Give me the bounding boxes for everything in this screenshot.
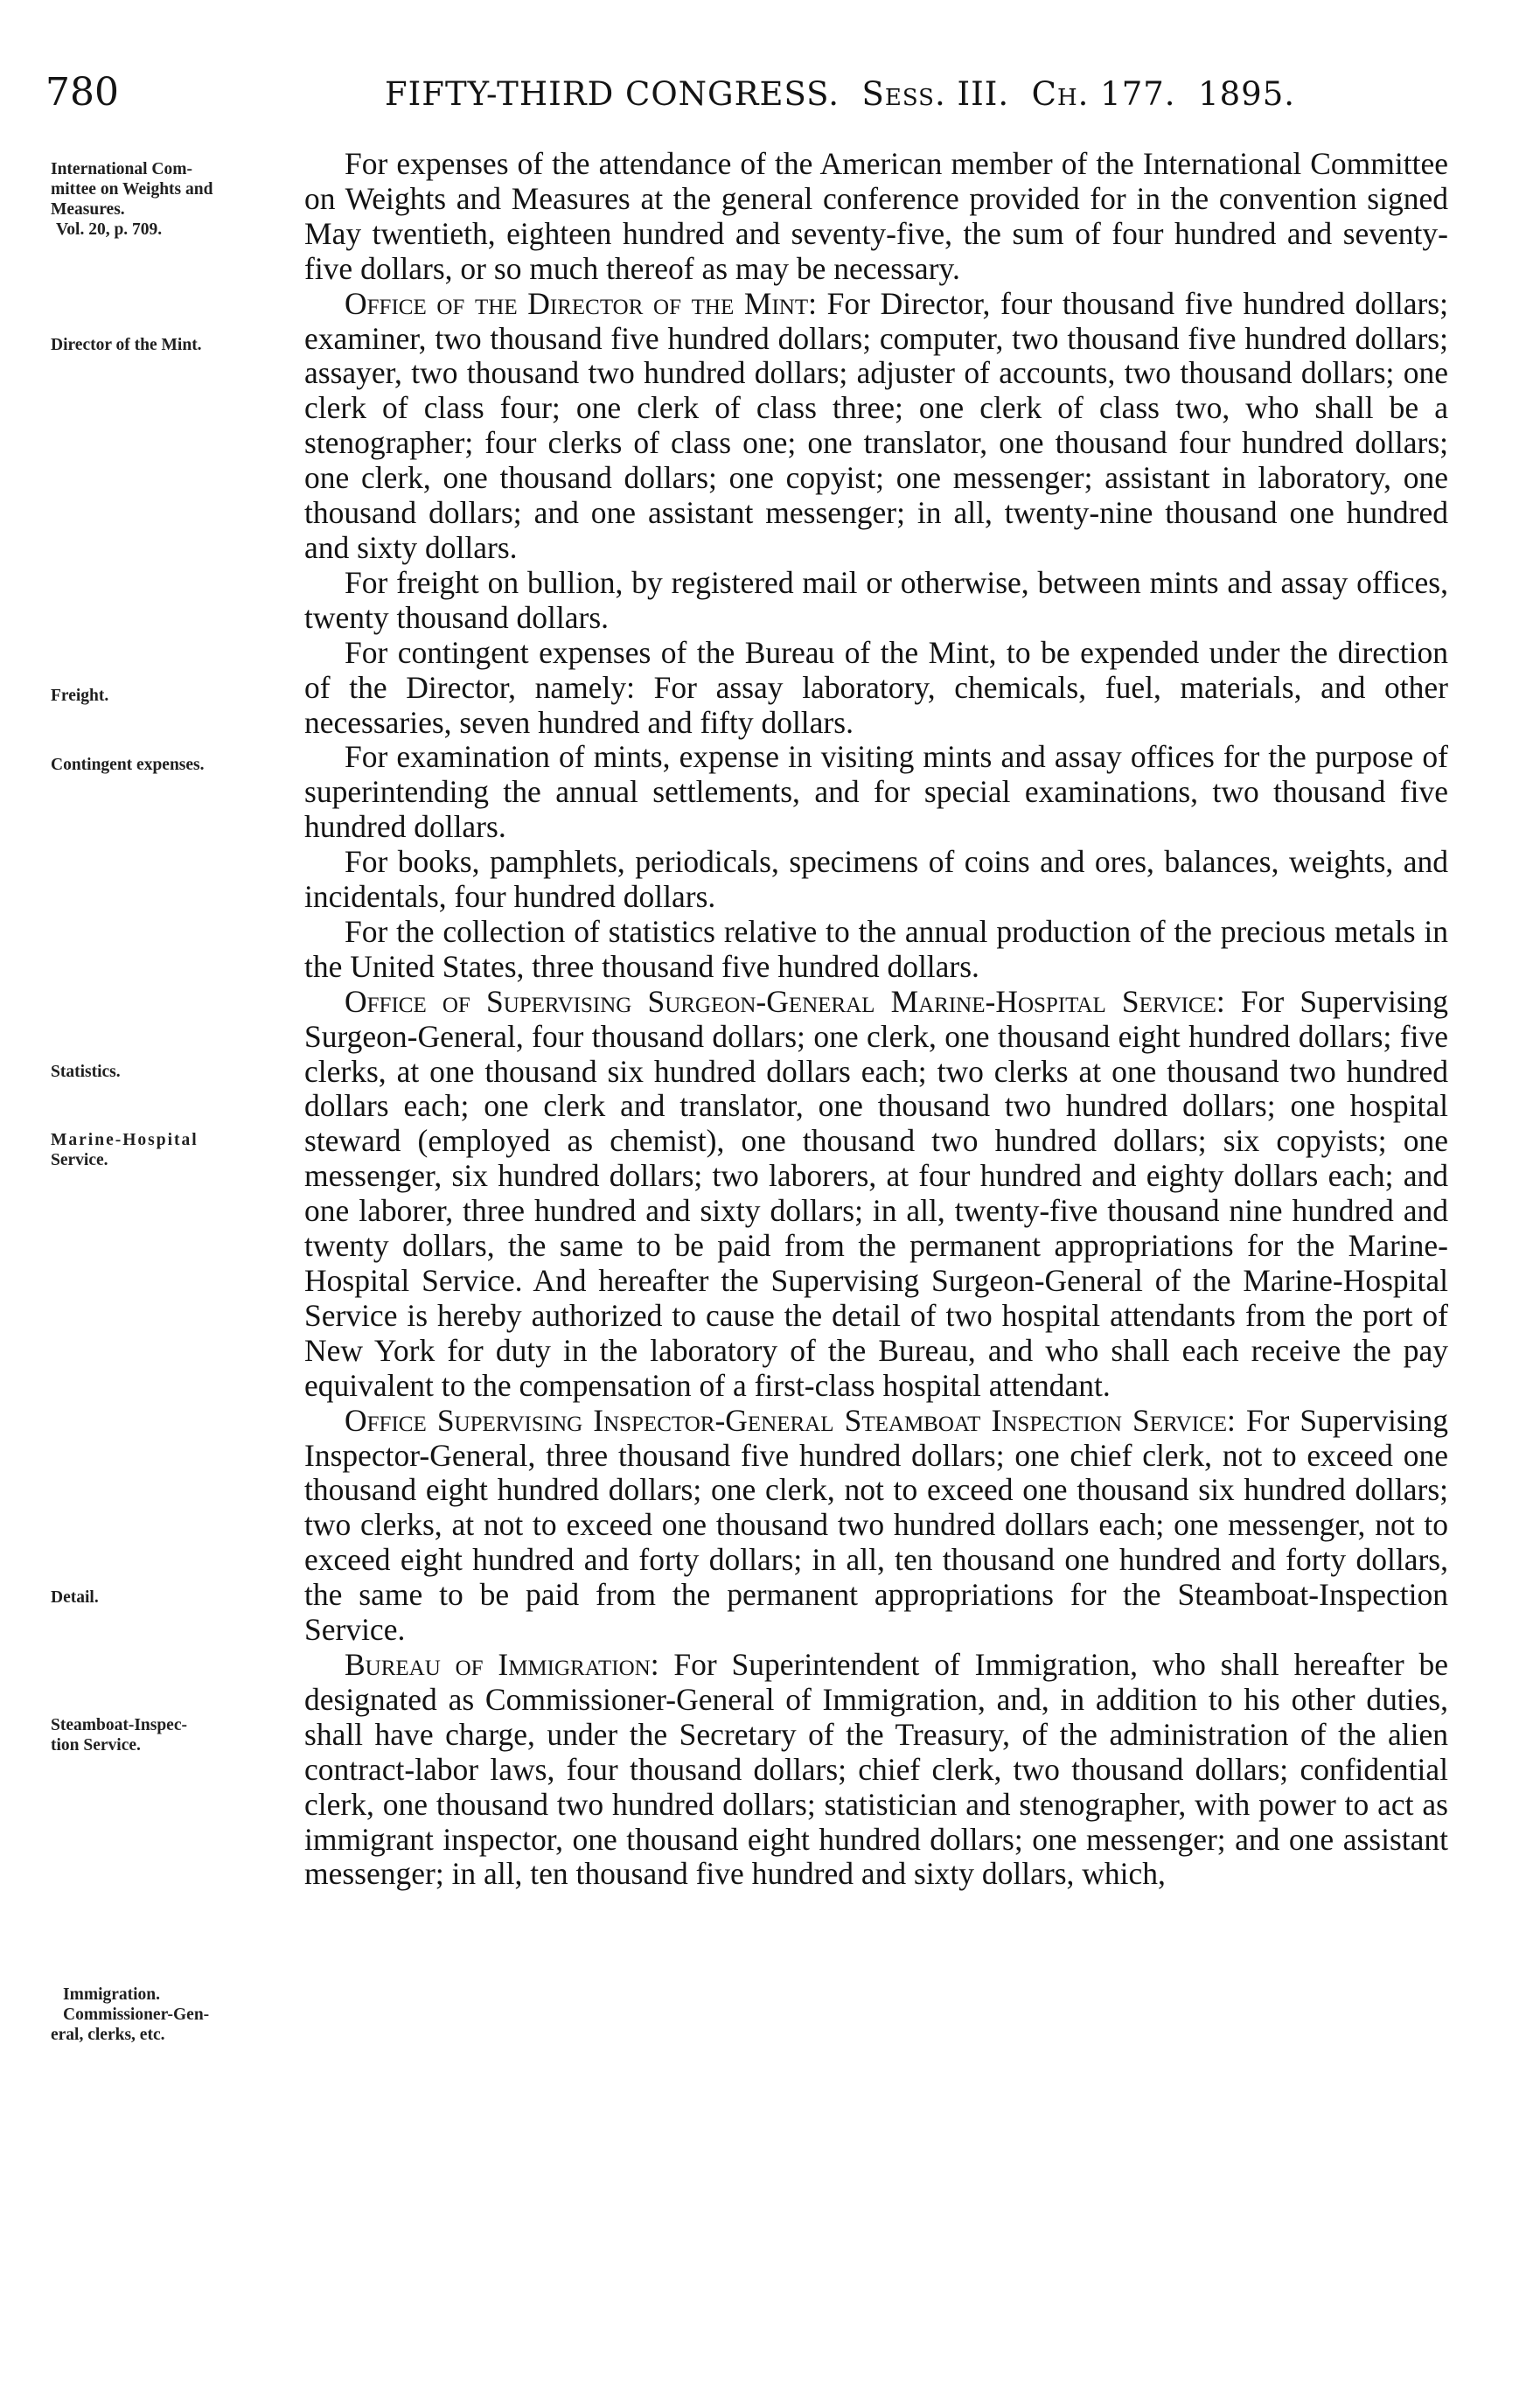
note-detail: Detail. [51, 1588, 99, 1607]
paragraph-steamboat [304, 1404, 1448, 1648]
paragraph-books: For books, pamphlets, periodicals, specimens of coins and ores, balances, weights, and incidentals, four hundred dollars. [304, 844, 1448, 915]
note-statistics: Statistics. [51, 1063, 121, 1081]
note-line: Marine-Hospital [51, 1131, 199, 1149]
note-line: Steamboat-Inspec- [51, 1716, 187, 1734]
note-immigration [51, 1985, 313, 2045]
section-heading: Office of the Director of the Mint: [345, 285, 817, 321]
paragraph-weights-measures: For expenses of the attendance of the American member of the International Committee on Weights and Measures at the general conference provided for in the convention signed May twentieth, eighteen hundred and seventy-five, the sum of four hundred and seventy-five dollars, or so much thereof as may be necessary. [304, 146, 1448, 286]
note-marine-hospital [51, 1130, 313, 1170]
note-weights-measures [51, 159, 313, 240]
paragraph-examination: For examination of mints, expense in visiting mints and assay offices for the purpose of superintending the annual settlements, and for special examinations, two thousand five hundred dollars. [304, 739, 1448, 845]
note-line: Immigration. [63, 1985, 161, 2004]
page-number: 780 [45, 70, 119, 115]
note-line: International Com- [51, 160, 192, 178]
statute-body [304, 147, 1448, 1892]
chapter-label: Ch. 177. [1031, 75, 1176, 113]
note-line: Service. [51, 1151, 108, 1169]
note-line: Measures. [51, 200, 125, 219]
note-line: Commissioner-Gen- [63, 2006, 210, 2024]
note-contingent-expenses: Contingent expenses. [51, 756, 205, 774]
paragraph-freight: For freight on bullion, by registered mail or otherwise, between mints and assay offices, twenty thousand dollars. [304, 564, 1448, 635]
paragraph-text: For Supervising Surgeon-General, four thousand dollars; one clerk, one thousand eight hundred dollars; five clerks, at one thousand six hundred dollars each; two clerks at one thousand two hundred dollars each; one clerk and translator, one thousand two hundred dollars; one hospital steward (employed as chemist), one thousand two hundred dollars; six copyists; one messenger, six hundred dollars; two laborers, at four hundred and eighty dollars each; and one laborer, three hundred and sixty dollars; in all, twenty-five thousand nine hundred and twenty dollars, the same to be paid from the permanent appropriations for the Marine-Hospital Service. And hereafter the Supervising Surgeon-General of the Marine-Hospital Service is hereby authorized to cause the detail of two hospital attendants from the port of New York for duty in the laboratory of the Bureau, and who shall each receive the pay equivalent to the compensation of a first-class hospital attendant. [304, 983, 1448, 1403]
section-heading: Bureau of Immigration: [345, 1646, 659, 1682]
running-head-title [385, 75, 1295, 113]
note-line: tion Service. [51, 1736, 141, 1755]
paragraph-statistics: For the collection of statistics relative to the annual production of the precious metals in the United States, three thousand five hundred dollars. [304, 913, 1448, 984]
section-heading: Office of Supervising Surgeon-General Marine-Hospital Service: [345, 983, 1225, 1019]
paragraph-contingent: For contingent expenses of the Bureau of the Mint, to be expended under the direction of the Director, namely: For assay laboratory, chemicals, fuel, materials, and other necessaries, seven hundred and fifty dollars. [304, 634, 1448, 740]
congress-title: FIFTY-THIRD CONGRESS. [385, 75, 840, 113]
year-label: 1895. [1198, 75, 1296, 113]
note-line: mittee on Weights and [51, 180, 213, 199]
note-steamboat-inspection [51, 1715, 313, 1755]
note-line: eral, clerks, etc. [51, 2026, 165, 2044]
note-freight: Freight. [51, 687, 109, 705]
session-label: Sess. III. [861, 75, 1010, 113]
paragraph-director-mint [304, 287, 1448, 566]
note-director-mint: Director of the Mint. [51, 336, 202, 354]
note-line: Vol. 20, p. 709. [56, 220, 163, 239]
paragraph-marine-hospital [304, 985, 1448, 1404]
paragraph-text: For Director, four thousand five hundred dollars; examiner, two thousand five hundred dollars; computer, two thousand five hundred dollars; assayer, two thousand two hundred dollars; adjuster of accounts, two thousand dollars; one clerk of class four; one clerk of class three; one clerk of class two, who shall be a stenographer; four clerks of class one; one translator, one thousand four hundred dollars; one clerk, one thousand dollars; one copyist; one messenger; assistant in laboratory, one thousand dollars; and one assistant messenger; in all, twenty-nine thousand one hundred and sixty dollars. [304, 285, 1448, 565]
margin-notes [0, 0, 306, 2386]
paragraph-text: For Supervising Inspector-General, three thousand five hundred dollars; one chief clerk, not to exceed one thousand eight hundred dollars; one clerk, not to exceed one thousand six hundred dollars; two clerks, at not to exceed one thousand two hundred dollars each; one messenger, not to exceed eight hundred and forty dollars; in all, ten thousand one hundred and forty dollars, the same to be paid from the permanent appropriations for the Steamboat-Inspection Service. [304, 1402, 1448, 1648]
section-heading: Office Supervising Inspector-General Steamboat Inspection Service: [345, 1402, 1236, 1438]
paragraph-text: For Superintendent of Immigration, who shall hereafter be designated as Commissioner-General of Immigration, and, in addition to his other duties, shall have charge, under the Secretary of the Treasury, of the administration of the alien contract-labor laws, four thousand dollars; chief clerk, two thousand dollars; confidential clerk, one thousand two hundred dollars; statistician and stenographer, with power to act as immigrant inspector, one thousand eight hundred dollars; one messenger; and one assistant messenger; in all, ten thousand five hundred and sixty dollars, which, [304, 1646, 1448, 1892]
paragraph-immigration [304, 1648, 1448, 1892]
